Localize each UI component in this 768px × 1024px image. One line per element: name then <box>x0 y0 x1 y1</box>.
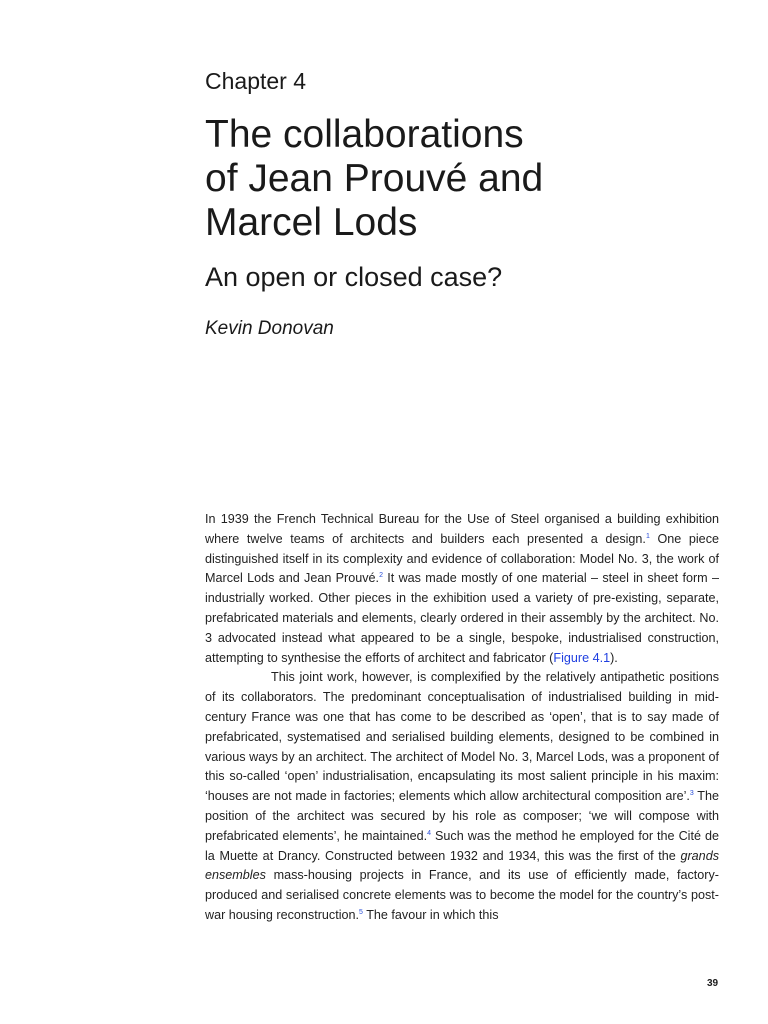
figure-link[interactable]: Figure 4.1 <box>553 650 611 665</box>
paragraph-1 <box>205 510 719 668</box>
text-run: One piece distinguished itself in its complexity and evidence of collaboration: Model No. 3, the work of Marcel Lods and Jean Prouvé. <box>205 531 719 586</box>
text-run: ). <box>610 650 618 665</box>
paragraph-2 <box>205 668 719 925</box>
footnote-ref-1[interactable]: 1 <box>645 532 650 540</box>
text-run: mass-housing projects in France, and its use of efficiently made, factory-produced and serialised concrete elements was to become the model for the country’s post-war housing reconstruction. <box>205 868 719 922</box>
text-run: It was made mostly of one material – steel in sheet form – industrially worked. Other pieces in the exhibition used a variety of pre-existing, separate, prefabricated materials and elements, clearly ordered in their assembly by the architect. No. 3 advocated instead what appeared to be a single, bespoke, industrialised construction, attempting to synthesise the efforts of architect and fabricator ( <box>205 571 719 665</box>
chapter-label: Chapter 4 <box>205 68 307 94</box>
page-number: 39 <box>707 978 719 989</box>
chapter-title-line: of Jean Prouvé and <box>205 157 544 200</box>
footnote-ref-5[interactable]: 5 <box>359 908 363 916</box>
chapter-title-line: Marcel Lods <box>205 201 418 244</box>
chapter-title <box>205 113 725 245</box>
footnote-ref-2[interactable]: 2 <box>379 572 383 580</box>
text-run: This joint work, however, is complexified by the relatively antipathetic positions of its collaborators. The predominant conceptualisation of industrialised building in mid-century France was one that has come to be described as ‘open’, that is to say made of prefabricated, systematised and serialised building elements, designed to be combined in various ways by an architect. The architect of Model No. 3, Marcel Lods, was a proponent of this so-called ‘open’ industrialisation, encapsulating its most salient principle in his maxim: ‘houses are not made in factories; elements which allow architectural composition are’. <box>205 670 719 804</box>
text-run: The position of the architect was secured by his role as composer; ‘we will compose with prefabricated elements’, he maintained. <box>205 789 719 843</box>
chapter-title-line: The collaborations <box>205 113 524 156</box>
text-run: Such was the method he employed for the Cité de la Muette at Drancy. Constructed between 1932 and 1934, this was the first of the <box>205 828 719 863</box>
footnote-ref-3[interactable]: 3 <box>689 790 694 798</box>
footnote-ref-4[interactable]: 4 <box>427 829 431 837</box>
author-name: Kevin Donovan <box>205 318 334 339</box>
chapter-subtitle: An open or closed case? <box>205 262 503 292</box>
body-text <box>205 510 719 926</box>
text-run: In 1939 the French Technical Bureau for the Use of Steel organised a building exhibition where twelve teams of architects and builders each presented a design. <box>205 512 719 546</box>
italic-term: grands ensembles <box>205 848 719 883</box>
text-run: The favour in which this <box>362 907 499 922</box>
